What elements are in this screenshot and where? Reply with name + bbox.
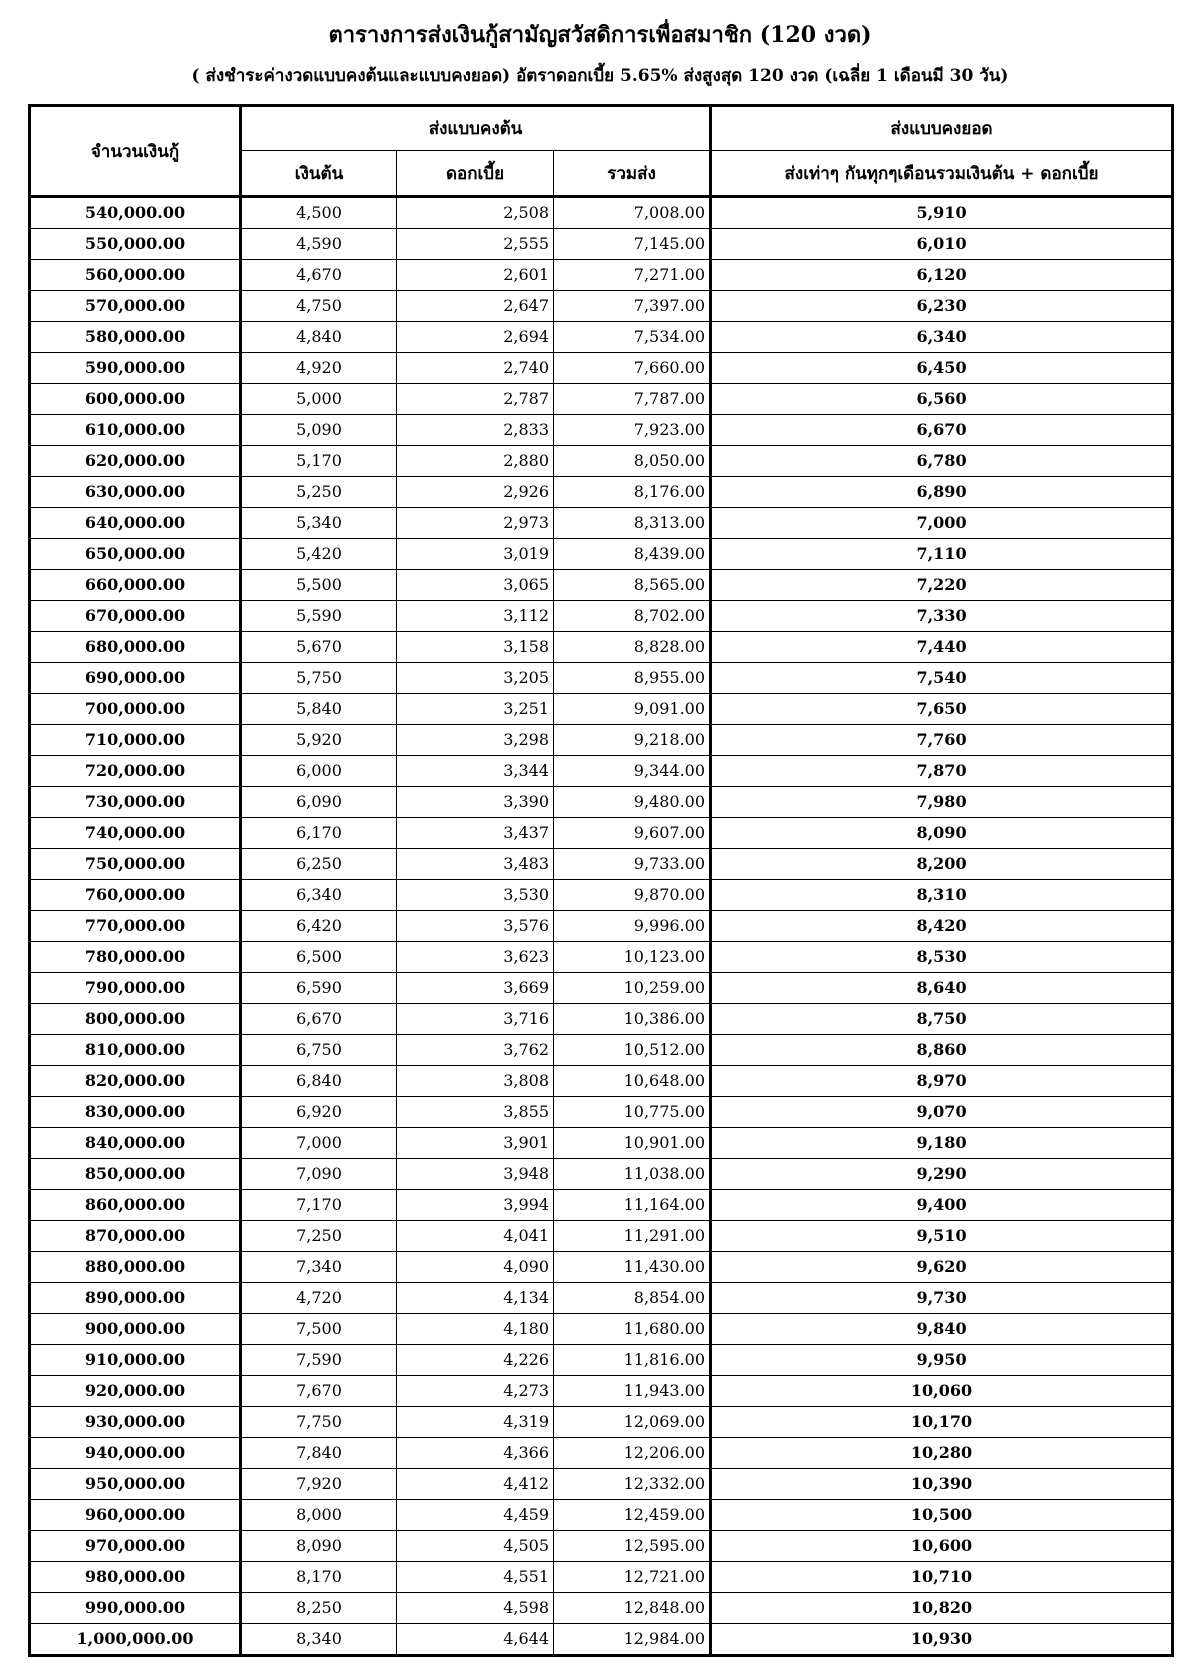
cell-interest: 3,994 xyxy=(397,1190,554,1221)
table-row xyxy=(30,1159,1173,1190)
cell-interest: 4,505 xyxy=(397,1531,554,1562)
cell-total: 12,984.00 xyxy=(554,1624,711,1656)
cell-fixed-payment: 7,220 xyxy=(711,570,1173,601)
cell-loan-amount: 850,000.00 xyxy=(30,1159,241,1190)
cell-total: 7,660.00 xyxy=(554,353,711,384)
cell-fixed-payment: 8,640 xyxy=(711,973,1173,1004)
cell-loan-amount: 900,000.00 xyxy=(30,1314,241,1345)
cell-fixed-payment: 7,330 xyxy=(711,601,1173,632)
table-row xyxy=(30,663,1173,694)
cell-principal: 6,840 xyxy=(241,1066,397,1097)
cell-fixed-payment: 6,450 xyxy=(711,353,1173,384)
table-row xyxy=(30,291,1173,322)
table-row xyxy=(30,1004,1173,1035)
cell-total: 12,459.00 xyxy=(554,1500,711,1531)
cell-total: 11,430.00 xyxy=(554,1252,711,1283)
cell-interest: 3,762 xyxy=(397,1035,554,1066)
cell-fixed-payment: 9,070 xyxy=(711,1097,1173,1128)
cell-fixed-payment: 8,750 xyxy=(711,1004,1173,1035)
cell-total: 9,344.00 xyxy=(554,756,711,787)
cell-principal: 8,250 xyxy=(241,1593,397,1624)
cell-principal: 7,590 xyxy=(241,1345,397,1376)
cell-interest: 4,134 xyxy=(397,1283,554,1314)
cell-loan-amount: 750,000.00 xyxy=(30,849,241,880)
cell-principal: 6,000 xyxy=(241,756,397,787)
cell-principal: 8,340 xyxy=(241,1624,397,1656)
cell-loan-amount: 570,000.00 xyxy=(30,291,241,322)
table-row xyxy=(30,973,1173,1004)
table-row xyxy=(30,229,1173,260)
header-principal: เงินต้น xyxy=(241,151,397,197)
cell-loan-amount: 540,000.00 xyxy=(30,197,241,229)
table-row xyxy=(30,1221,1173,1252)
cell-interest: 4,459 xyxy=(397,1500,554,1531)
table-row xyxy=(30,1376,1173,1407)
cell-fixed-payment: 9,400 xyxy=(711,1190,1173,1221)
page-subtitle: ( ส่งชำระค่างวดแบบคงต้นและแบบคงยอด) อัตราดอกเบี้ย 5.65% ส่งสูงสุด 120 งวด (เฉลี่ย 1 เดือนมี 30 วัน) xyxy=(191,66,1009,86)
cell-loan-amount: 560,000.00 xyxy=(30,260,241,291)
table-row xyxy=(30,1314,1173,1345)
cell-fixed-payment: 10,820 xyxy=(711,1593,1173,1624)
cell-total: 7,923.00 xyxy=(554,415,711,446)
cell-interest: 2,973 xyxy=(397,508,554,539)
table-row xyxy=(30,1128,1173,1159)
cell-fixed-payment: 7,110 xyxy=(711,539,1173,570)
cell-principal: 6,090 xyxy=(241,787,397,818)
cell-interest: 2,508 xyxy=(397,197,554,229)
cell-interest: 2,647 xyxy=(397,291,554,322)
cell-total: 9,480.00 xyxy=(554,787,711,818)
cell-loan-amount: 580,000.00 xyxy=(30,322,241,353)
cell-fixed-payment: 9,180 xyxy=(711,1128,1173,1159)
cell-principal: 4,670 xyxy=(241,260,397,291)
cell-loan-amount: 680,000.00 xyxy=(30,632,241,663)
cell-interest: 2,926 xyxy=(397,477,554,508)
cell-total: 7,145.00 xyxy=(554,229,711,260)
cell-total: 8,854.00 xyxy=(554,1283,711,1314)
cell-interest: 3,344 xyxy=(397,756,554,787)
cell-principal: 6,590 xyxy=(241,973,397,1004)
cell-loan-amount: 780,000.00 xyxy=(30,942,241,973)
cell-fixed-payment: 8,970 xyxy=(711,1066,1173,1097)
cell-total: 8,050.00 xyxy=(554,446,711,477)
cell-interest: 3,205 xyxy=(397,663,554,694)
table-row xyxy=(30,1097,1173,1128)
cell-fixed-payment: 9,730 xyxy=(711,1283,1173,1314)
cell-loan-amount: 600,000.00 xyxy=(30,384,241,415)
cell-principal: 8,170 xyxy=(241,1562,397,1593)
table-row xyxy=(30,1035,1173,1066)
cell-interest: 4,090 xyxy=(397,1252,554,1283)
cell-fixed-payment: 8,420 xyxy=(711,911,1173,942)
cell-total: 7,397.00 xyxy=(554,291,711,322)
cell-principal: 6,170 xyxy=(241,818,397,849)
table-row xyxy=(30,1624,1173,1656)
cell-fixed-payment: 6,670 xyxy=(711,415,1173,446)
cell-loan-amount: 690,000.00 xyxy=(30,663,241,694)
header-fixed-payment: ส่งแบบคงยอด xyxy=(711,106,1173,151)
cell-total: 8,565.00 xyxy=(554,570,711,601)
table-row xyxy=(30,849,1173,880)
cell-fixed-payment: 7,000 xyxy=(711,508,1173,539)
cell-total: 9,607.00 xyxy=(554,818,711,849)
cell-interest: 3,437 xyxy=(397,818,554,849)
cell-interest: 2,555 xyxy=(397,229,554,260)
table-row xyxy=(30,446,1173,477)
cell-interest: 2,880 xyxy=(397,446,554,477)
cell-interest: 4,412 xyxy=(397,1469,554,1500)
cell-total: 9,091.00 xyxy=(554,694,711,725)
cell-loan-amount: 820,000.00 xyxy=(30,1066,241,1097)
cell-principal: 7,000 xyxy=(241,1128,397,1159)
cell-interest: 4,041 xyxy=(397,1221,554,1252)
cell-total: 9,218.00 xyxy=(554,725,711,756)
cell-loan-amount: 710,000.00 xyxy=(30,725,241,756)
cell-interest: 4,366 xyxy=(397,1438,554,1469)
cell-principal: 4,920 xyxy=(241,353,397,384)
cell-interest: 2,694 xyxy=(397,322,554,353)
cell-principal: 5,670 xyxy=(241,632,397,663)
table-header xyxy=(30,106,1173,197)
table-row xyxy=(30,756,1173,787)
cell-loan-amount: 890,000.00 xyxy=(30,1283,241,1314)
cell-principal: 7,670 xyxy=(241,1376,397,1407)
cell-loan-amount: 720,000.00 xyxy=(30,756,241,787)
cell-loan-amount: 770,000.00 xyxy=(30,911,241,942)
cell-principal: 7,750 xyxy=(241,1407,397,1438)
cell-principal: 7,090 xyxy=(241,1159,397,1190)
cell-total: 9,733.00 xyxy=(554,849,711,880)
cell-loan-amount: 740,000.00 xyxy=(30,818,241,849)
cell-interest: 3,483 xyxy=(397,849,554,880)
cell-interest: 3,390 xyxy=(397,787,554,818)
cell-principal: 6,670 xyxy=(241,1004,397,1035)
page-title: ตารางการส่งเงินกู้สามัญสวัสดิการเพื่อสมาชิก (120 งวด) xyxy=(328,22,872,48)
cell-loan-amount: 790,000.00 xyxy=(30,973,241,1004)
cell-interest: 3,948 xyxy=(397,1159,554,1190)
table-row xyxy=(30,1252,1173,1283)
cell-loan-amount: 880,000.00 xyxy=(30,1252,241,1283)
cell-loan-amount: 590,000.00 xyxy=(30,353,241,384)
table-row xyxy=(30,880,1173,911)
cell-loan-amount: 930,000.00 xyxy=(30,1407,241,1438)
cell-loan-amount: 660,000.00 xyxy=(30,570,241,601)
table-row xyxy=(30,197,1173,229)
cell-fixed-payment: 6,560 xyxy=(711,384,1173,415)
table-row xyxy=(30,1345,1173,1376)
cell-principal: 7,250 xyxy=(241,1221,397,1252)
cell-total: 12,069.00 xyxy=(554,1407,711,1438)
cell-loan-amount: 640,000.00 xyxy=(30,508,241,539)
cell-principal: 7,840 xyxy=(241,1438,397,1469)
cell-loan-amount: 670,000.00 xyxy=(30,601,241,632)
cell-total: 7,008.00 xyxy=(554,197,711,229)
cell-fixed-payment: 9,620 xyxy=(711,1252,1173,1283)
cell-interest: 4,273 xyxy=(397,1376,554,1407)
table-row xyxy=(30,1500,1173,1531)
cell-loan-amount: 550,000.00 xyxy=(30,229,241,260)
cell-interest: 3,855 xyxy=(397,1097,554,1128)
cell-interest: 3,530 xyxy=(397,880,554,911)
cell-total: 11,291.00 xyxy=(554,1221,711,1252)
table-row xyxy=(30,539,1173,570)
cell-total: 12,332.00 xyxy=(554,1469,711,1500)
cell-loan-amount: 610,000.00 xyxy=(30,415,241,446)
cell-fixed-payment: 9,840 xyxy=(711,1314,1173,1345)
cell-interest: 3,669 xyxy=(397,973,554,1004)
cell-principal: 4,720 xyxy=(241,1283,397,1314)
cell-loan-amount: 840,000.00 xyxy=(30,1128,241,1159)
cell-loan-amount: 630,000.00 xyxy=(30,477,241,508)
table-row xyxy=(30,508,1173,539)
cell-interest: 3,901 xyxy=(397,1128,554,1159)
cell-total: 10,123.00 xyxy=(554,942,711,973)
cell-fixed-payment: 6,230 xyxy=(711,291,1173,322)
cell-loan-amount: 990,000.00 xyxy=(30,1593,241,1624)
cell-loan-amount: 830,000.00 xyxy=(30,1097,241,1128)
cell-fixed-payment: 10,930 xyxy=(711,1624,1173,1656)
cell-fixed-payment: 6,010 xyxy=(711,229,1173,260)
cell-total: 12,721.00 xyxy=(554,1562,711,1593)
cell-principal: 5,420 xyxy=(241,539,397,570)
cell-interest: 4,551 xyxy=(397,1562,554,1593)
cell-principal: 8,090 xyxy=(241,1531,397,1562)
cell-fixed-payment: 10,060 xyxy=(711,1376,1173,1407)
cell-total: 11,038.00 xyxy=(554,1159,711,1190)
cell-principal: 7,340 xyxy=(241,1252,397,1283)
cell-loan-amount: 920,000.00 xyxy=(30,1376,241,1407)
cell-interest: 3,251 xyxy=(397,694,554,725)
table-row xyxy=(30,415,1173,446)
cell-fixed-payment: 7,760 xyxy=(711,725,1173,756)
table-row xyxy=(30,353,1173,384)
table-row xyxy=(30,632,1173,663)
cell-interest: 4,644 xyxy=(397,1624,554,1656)
cell-loan-amount: 730,000.00 xyxy=(30,787,241,818)
cell-interest: 4,598 xyxy=(397,1593,554,1624)
cell-interest: 3,716 xyxy=(397,1004,554,1035)
cell-interest: 3,019 xyxy=(397,539,554,570)
header-interest: ดอกเบี้ย xyxy=(397,151,554,197)
cell-fixed-payment: 8,310 xyxy=(711,880,1173,911)
table-row xyxy=(30,725,1173,756)
cell-fixed-payment: 6,340 xyxy=(711,322,1173,353)
cell-fixed-payment: 10,170 xyxy=(711,1407,1173,1438)
cell-fixed-payment: 8,200 xyxy=(711,849,1173,880)
cell-interest: 2,601 xyxy=(397,260,554,291)
table-row xyxy=(30,1066,1173,1097)
cell-loan-amount: 1,000,000.00 xyxy=(30,1624,241,1656)
table-body xyxy=(30,197,1173,1656)
loan-payment-table xyxy=(28,104,1174,1657)
cell-fixed-payment: 7,870 xyxy=(711,756,1173,787)
cell-principal: 6,340 xyxy=(241,880,397,911)
cell-principal: 4,500 xyxy=(241,197,397,229)
cell-total: 11,816.00 xyxy=(554,1345,711,1376)
cell-principal: 7,920 xyxy=(241,1469,397,1500)
cell-fixed-payment: 9,950 xyxy=(711,1345,1173,1376)
cell-fixed-payment: 7,440 xyxy=(711,632,1173,663)
cell-total: 8,828.00 xyxy=(554,632,711,663)
cell-fixed-payment: 10,280 xyxy=(711,1438,1173,1469)
table-row xyxy=(30,1469,1173,1500)
table-row xyxy=(30,601,1173,632)
cell-loan-amount: 950,000.00 xyxy=(30,1469,241,1500)
cell-interest: 3,623 xyxy=(397,942,554,973)
table-row xyxy=(30,911,1173,942)
cell-loan-amount: 980,000.00 xyxy=(30,1562,241,1593)
cell-principal: 7,170 xyxy=(241,1190,397,1221)
cell-principal: 6,420 xyxy=(241,911,397,942)
cell-principal: 5,000 xyxy=(241,384,397,415)
cell-principal: 5,500 xyxy=(241,570,397,601)
cell-total: 10,901.00 xyxy=(554,1128,711,1159)
cell-principal: 6,500 xyxy=(241,942,397,973)
cell-total: 9,870.00 xyxy=(554,880,711,911)
cell-principal: 6,920 xyxy=(241,1097,397,1128)
cell-total: 7,787.00 xyxy=(554,384,711,415)
header-fixed-payment-sub: ส่งเท่าๆ กันทุกๆเดือนรวมเงินต้น + ดอกเบี้ย xyxy=(711,151,1173,197)
cell-total: 10,386.00 xyxy=(554,1004,711,1035)
header-total: รวมส่ง xyxy=(554,151,711,197)
cell-loan-amount: 650,000.00 xyxy=(30,539,241,570)
table-row xyxy=(30,477,1173,508)
table-row xyxy=(30,1283,1173,1314)
cell-total: 8,176.00 xyxy=(554,477,711,508)
cell-fixed-payment: 9,290 xyxy=(711,1159,1173,1190)
cell-interest: 2,740 xyxy=(397,353,554,384)
table-row xyxy=(30,1190,1173,1221)
cell-fixed-payment: 5,910 xyxy=(711,197,1173,229)
table-row xyxy=(30,1531,1173,1562)
cell-loan-amount: 810,000.00 xyxy=(30,1035,241,1066)
cell-fixed-payment: 8,530 xyxy=(711,942,1173,973)
cell-total: 12,206.00 xyxy=(554,1438,711,1469)
table-row xyxy=(30,1438,1173,1469)
cell-total: 11,943.00 xyxy=(554,1376,711,1407)
cell-principal: 4,840 xyxy=(241,322,397,353)
cell-loan-amount: 620,000.00 xyxy=(30,446,241,477)
cell-total: 10,648.00 xyxy=(554,1066,711,1097)
cell-total: 9,996.00 xyxy=(554,911,711,942)
cell-fixed-payment: 8,860 xyxy=(711,1035,1173,1066)
cell-fixed-payment: 10,710 xyxy=(711,1562,1173,1593)
cell-loan-amount: 700,000.00 xyxy=(30,694,241,725)
cell-fixed-payment: 6,780 xyxy=(711,446,1173,477)
cell-total: 10,512.00 xyxy=(554,1035,711,1066)
cell-principal: 5,250 xyxy=(241,477,397,508)
cell-interest: 3,576 xyxy=(397,911,554,942)
header-loan-amount: จำนวนเงินกู้ xyxy=(30,106,241,197)
cell-principal: 4,750 xyxy=(241,291,397,322)
cell-fixed-payment: 7,650 xyxy=(711,694,1173,725)
table-row xyxy=(30,384,1173,415)
cell-interest: 4,180 xyxy=(397,1314,554,1345)
cell-principal: 5,840 xyxy=(241,694,397,725)
cell-total: 7,534.00 xyxy=(554,322,711,353)
cell-loan-amount: 860,000.00 xyxy=(30,1190,241,1221)
cell-interest: 2,787 xyxy=(397,384,554,415)
table-row xyxy=(30,694,1173,725)
cell-loan-amount: 760,000.00 xyxy=(30,880,241,911)
cell-total: 8,439.00 xyxy=(554,539,711,570)
cell-total: 8,955.00 xyxy=(554,663,711,694)
cell-loan-amount: 970,000.00 xyxy=(30,1531,241,1562)
cell-fixed-payment: 7,980 xyxy=(711,787,1173,818)
header-fixed-principal: ส่งแบบคงต้น xyxy=(241,106,711,151)
cell-principal: 6,750 xyxy=(241,1035,397,1066)
table-row xyxy=(30,260,1173,291)
cell-fixed-payment: 10,600 xyxy=(711,1531,1173,1562)
cell-interest: 3,808 xyxy=(397,1066,554,1097)
cell-fixed-payment: 10,500 xyxy=(711,1500,1173,1531)
table-row xyxy=(30,570,1173,601)
cell-loan-amount: 870,000.00 xyxy=(30,1221,241,1252)
cell-principal: 6,250 xyxy=(241,849,397,880)
cell-total: 11,680.00 xyxy=(554,1314,711,1345)
cell-total: 12,595.00 xyxy=(554,1531,711,1562)
cell-principal: 5,170 xyxy=(241,446,397,477)
cell-total: 8,702.00 xyxy=(554,601,711,632)
cell-fixed-payment: 6,120 xyxy=(711,260,1173,291)
cell-total: 10,775.00 xyxy=(554,1097,711,1128)
cell-interest: 3,298 xyxy=(397,725,554,756)
cell-principal: 4,590 xyxy=(241,229,397,260)
cell-fixed-payment: 10,390 xyxy=(711,1469,1173,1500)
table-row xyxy=(30,1593,1173,1624)
cell-principal: 5,090 xyxy=(241,415,397,446)
table-row xyxy=(30,1562,1173,1593)
cell-interest: 3,158 xyxy=(397,632,554,663)
cell-total: 10,259.00 xyxy=(554,973,711,1004)
cell-loan-amount: 800,000.00 xyxy=(30,1004,241,1035)
table-row xyxy=(30,787,1173,818)
cell-interest: 3,112 xyxy=(397,601,554,632)
cell-total: 7,271.00 xyxy=(554,260,711,291)
cell-total: 8,313.00 xyxy=(554,508,711,539)
cell-loan-amount: 940,000.00 xyxy=(30,1438,241,1469)
cell-principal: 5,920 xyxy=(241,725,397,756)
cell-principal: 7,500 xyxy=(241,1314,397,1345)
table-row xyxy=(30,942,1173,973)
cell-loan-amount: 960,000.00 xyxy=(30,1500,241,1531)
cell-fixed-payment: 8,090 xyxy=(711,818,1173,849)
cell-principal: 5,590 xyxy=(241,601,397,632)
table-row xyxy=(30,818,1173,849)
cell-fixed-payment: 7,540 xyxy=(711,663,1173,694)
cell-principal: 5,340 xyxy=(241,508,397,539)
cell-loan-amount: 910,000.00 xyxy=(30,1345,241,1376)
cell-interest: 4,319 xyxy=(397,1407,554,1438)
table-row xyxy=(30,1407,1173,1438)
cell-fixed-payment: 6,890 xyxy=(711,477,1173,508)
cell-interest: 3,065 xyxy=(397,570,554,601)
table-row xyxy=(30,322,1173,353)
cell-total: 11,164.00 xyxy=(554,1190,711,1221)
cell-principal: 5,750 xyxy=(241,663,397,694)
cell-fixed-payment: 9,510 xyxy=(711,1221,1173,1252)
cell-total: 12,848.00 xyxy=(554,1593,711,1624)
cell-principal: 8,000 xyxy=(241,1500,397,1531)
cell-interest: 4,226 xyxy=(397,1345,554,1376)
cell-interest: 2,833 xyxy=(397,415,554,446)
